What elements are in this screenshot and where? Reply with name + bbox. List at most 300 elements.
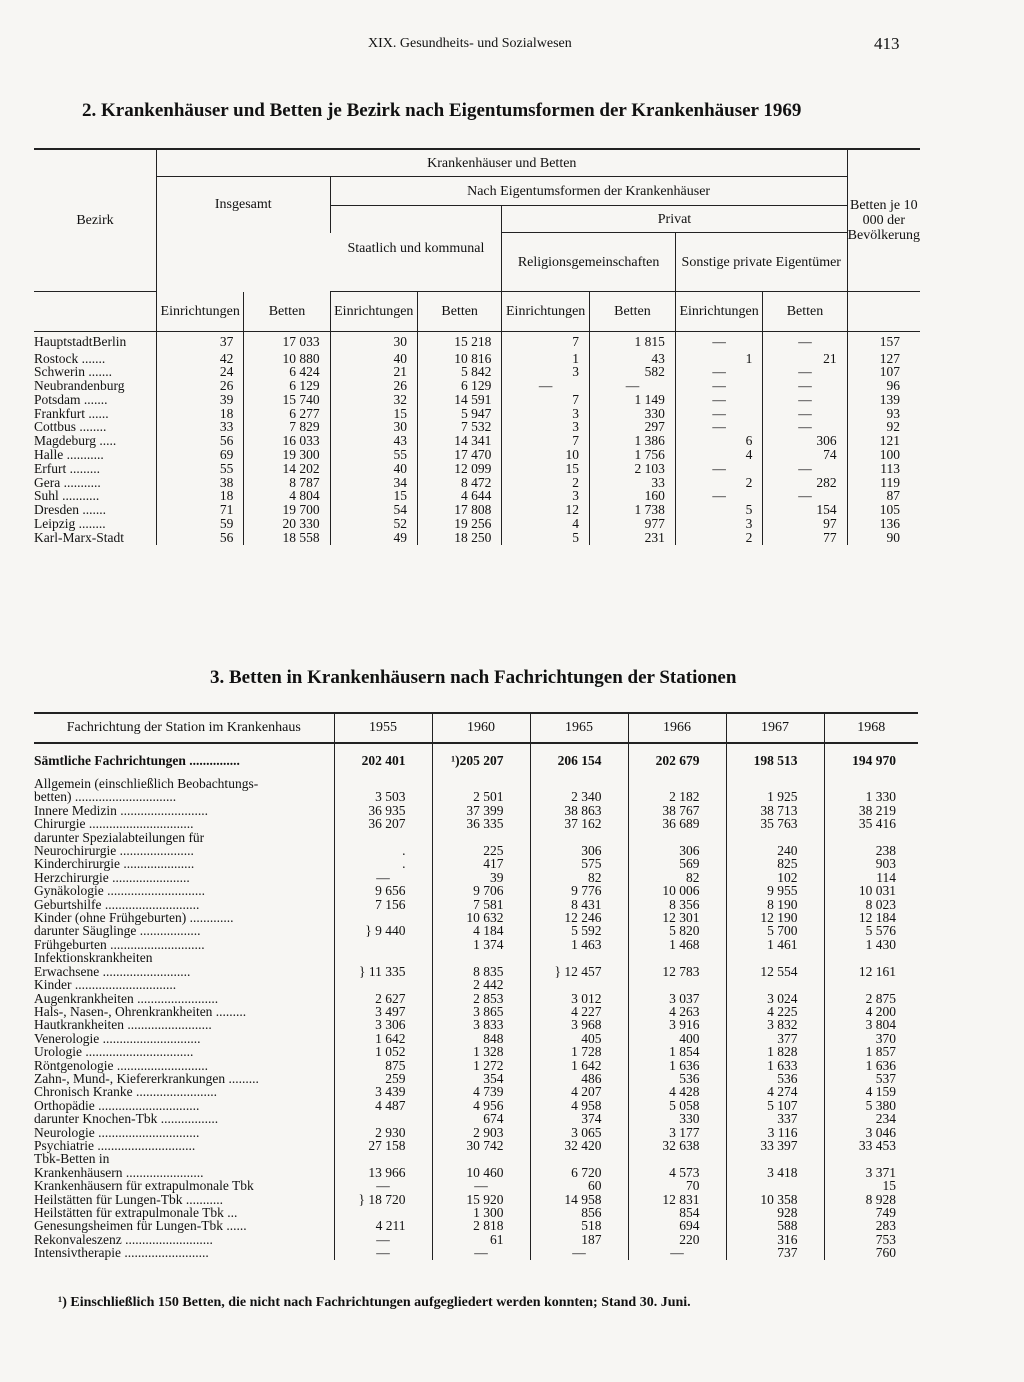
table-row xyxy=(34,1152,918,1165)
table-cell: 17 470 xyxy=(418,448,502,462)
table-cell: 283 xyxy=(875,1218,896,1234)
row-label: Schwerin ....... xyxy=(34,365,156,379)
table-row xyxy=(34,743,918,777)
table-cell: 1 461 xyxy=(726,938,824,951)
table-row xyxy=(34,1072,918,1085)
table-cell: 8 023 xyxy=(865,896,896,912)
sub-einr: Einrichtungen xyxy=(330,292,417,332)
table-cell: 32 420 xyxy=(530,1139,628,1152)
table-cell: 10 031 xyxy=(858,883,896,899)
table-cell: 2 930 xyxy=(334,1126,432,1139)
table-cell: 38 219 xyxy=(858,802,896,818)
table-cell: 1 756 xyxy=(590,448,676,462)
col-religion: Religionsgemeinschaften xyxy=(502,233,676,292)
table-cell xyxy=(334,978,432,991)
row-label: Urologie ................................ xyxy=(34,1045,334,1058)
table-row xyxy=(34,1059,918,1072)
table-cell: 405 xyxy=(530,1032,628,1045)
table-cell: 3 418 xyxy=(726,1166,824,1179)
table-cell: } 11 335 xyxy=(334,965,432,978)
table-cell xyxy=(530,978,628,991)
table-cell: 3 xyxy=(502,489,590,503)
footnote: ¹) Einschließlich 150 Betten, die nicht nach Fachrichtungen aufgegliedert werden konnten; Stand 30. Juni. xyxy=(58,1295,691,1310)
table-row xyxy=(34,938,918,951)
table2-title: 2. Krankenhäuser und Betten je Bezirk nach Eigentumsformen der Krankenhäuser 1969 xyxy=(82,100,802,121)
table-cell xyxy=(334,1206,432,1219)
table-cell xyxy=(334,938,432,951)
table-cell: 3 306 xyxy=(334,1018,432,1031)
table-cell: 202 401 xyxy=(334,743,432,777)
table-row xyxy=(34,1045,918,1058)
table-cell: 19 256 xyxy=(418,517,502,531)
table-cell xyxy=(530,1152,628,1165)
table-cell: 12 831 xyxy=(628,1193,726,1206)
row-label: Kinder (ohne Frühgeburten) ............. xyxy=(34,911,334,924)
table-cell xyxy=(628,951,726,964)
sub-betten: Betten xyxy=(418,292,502,332)
table-cell: 220 xyxy=(628,1233,726,1246)
table-row xyxy=(34,1112,918,1125)
row-label: Hautkrankheiten ......................... xyxy=(34,1018,334,1031)
table3-title: 3. Betten in Krankenhäusern nach Fachrichtungen der Stationen xyxy=(210,667,737,688)
table-cell: 5 xyxy=(675,503,762,517)
table-cell: 848 xyxy=(432,1032,530,1045)
table-cell: — xyxy=(763,365,847,379)
table-cell: 82 xyxy=(628,871,726,884)
bezirk-sub-spacer xyxy=(34,292,156,332)
table-row xyxy=(34,1126,918,1139)
table-cell: 6 129 xyxy=(244,379,330,393)
table-cell: 760 xyxy=(875,1245,896,1261)
table-cell: 4 958 xyxy=(530,1099,628,1112)
table-cell: 737 xyxy=(726,1246,824,1259)
table-cell: 3 177 xyxy=(628,1126,726,1139)
table-row xyxy=(34,1099,918,1112)
row-label: Neubrandenburg xyxy=(34,379,156,393)
table-cell: 7 829 xyxy=(244,420,330,434)
table-cell: — xyxy=(334,1179,432,1192)
table-cell: 14 958 xyxy=(530,1193,628,1206)
table-cell: 3 065 xyxy=(530,1126,628,1139)
table-cell: 16 033 xyxy=(244,434,330,448)
table-cell: 10 880 xyxy=(244,352,330,366)
table-cell: 875 xyxy=(334,1059,432,1072)
row-label: Geburtshilfe ............................ xyxy=(34,898,334,911)
table-cell: 2 818 xyxy=(432,1219,530,1232)
row-label: Hals-, Nasen-, Ohrenkrankheiten ......... xyxy=(34,1005,334,1018)
table-cell: 1 052 xyxy=(334,1045,432,1058)
table-cell: — xyxy=(334,1233,432,1246)
table-cell: 3 832 xyxy=(726,1018,824,1031)
page-header xyxy=(0,32,1024,56)
table-row xyxy=(34,1193,918,1206)
table-cell: 39 xyxy=(156,393,243,407)
table-cell: 354 xyxy=(432,1072,530,1085)
table-row xyxy=(34,448,920,462)
row-label: Neurochirurgie ...................... xyxy=(34,844,334,857)
table-cell: 1 828 xyxy=(726,1045,824,1058)
table-cell: 2 xyxy=(502,476,590,490)
table-cell: 825 xyxy=(726,857,824,870)
table-cell: 1 925 xyxy=(726,790,824,803)
table-cell: 160 xyxy=(590,489,676,503)
table-cell: 3 037 xyxy=(628,992,726,1005)
table-cell: 2 xyxy=(675,476,762,490)
table-cell xyxy=(334,1152,432,1165)
table-cell: 194 970 xyxy=(852,752,896,768)
table2-body xyxy=(34,332,920,545)
table-cell xyxy=(432,951,530,964)
table-cell: 92 xyxy=(886,419,900,435)
row-label: Infektionskrankheiten xyxy=(34,951,334,964)
table-cell: 18 xyxy=(156,407,243,421)
table-cell: 1 463 xyxy=(530,938,628,951)
table-cell: 1 636 xyxy=(628,1059,726,1072)
table-cell: 56 xyxy=(156,531,243,545)
table-cell: 198 513 xyxy=(726,743,824,777)
row-label: Frankfurt ...... xyxy=(34,407,156,421)
table-cell: 3 916 xyxy=(628,1018,726,1031)
table-row xyxy=(34,1246,918,1259)
col-year: 1960 xyxy=(432,713,530,743)
sub-betten: Betten xyxy=(244,292,330,332)
table-cell: 32 xyxy=(330,393,417,407)
table-cell: 7 532 xyxy=(418,420,502,434)
table-cell: 24 xyxy=(156,365,243,379)
table-cell: 127 xyxy=(879,350,900,366)
table-cell: 14 591 xyxy=(418,393,502,407)
table-cell: 12 xyxy=(502,503,590,517)
table-cell: 15 xyxy=(330,489,417,503)
table-cell: 5 820 xyxy=(628,924,726,937)
table-cell: 4 956 xyxy=(432,1099,530,1112)
table-cell: 97 xyxy=(763,517,847,531)
table-cell: 121 xyxy=(879,433,900,449)
sub-einr: Einrichtungen xyxy=(156,292,243,332)
col-fachrichtung: Fachrichtung der Station im Krankenhaus xyxy=(34,713,334,743)
table-cell: 6 720 xyxy=(530,1166,628,1179)
table-cell xyxy=(824,831,918,844)
table-cell: 14 202 xyxy=(244,462,330,476)
table-cell: 4 428 xyxy=(628,1085,726,1098)
col-bezirk: Bezirk xyxy=(34,149,156,292)
row-label: Orthopädie .............................. xyxy=(34,1099,334,1112)
row-label: Krankenhäusern für extrapulmonale Tbk xyxy=(34,1179,334,1192)
row-label: Leipzig ........ xyxy=(34,517,156,531)
table-cell: 377 xyxy=(726,1032,824,1045)
table-cell: 10 358 xyxy=(726,1193,824,1206)
table-cell: 8 472 xyxy=(418,476,502,490)
table-cell: 60 xyxy=(530,1179,628,1192)
table-cell: — xyxy=(675,420,762,434)
table-row xyxy=(34,1206,918,1219)
table-row xyxy=(34,978,918,991)
table-cell: 154 xyxy=(763,503,847,517)
row-label: Chronisch Kranke ........................ xyxy=(34,1085,334,1098)
table-row xyxy=(34,407,920,421)
table-cell: 71 xyxy=(156,503,243,517)
table-cell: 38 767 xyxy=(628,804,726,817)
table-cell: 1 815 xyxy=(590,332,676,352)
row-label: HauptstadtBerlin xyxy=(34,332,156,352)
table-cell: — xyxy=(763,462,847,476)
table-cell: 4 487 xyxy=(334,1099,432,1112)
table-cell: — xyxy=(675,489,762,503)
table-cell: 282 xyxy=(763,476,847,490)
col-year: 1966 xyxy=(628,713,726,743)
col-insgesamt: Insgesamt xyxy=(156,177,330,233)
table-cell: 2 182 xyxy=(628,790,726,803)
table-cell: 4 211 xyxy=(334,1219,432,1232)
table-cell: 588 xyxy=(726,1219,824,1232)
table-cell: 231 xyxy=(590,531,676,545)
table-cell: 4 xyxy=(675,448,762,462)
table-cell: 20 330 xyxy=(244,517,330,531)
table-cell: 337 xyxy=(726,1112,824,1125)
table-cell: 10 460 xyxy=(432,1166,530,1179)
table-cell: 19 700 xyxy=(244,503,330,517)
table-cell: 6 424 xyxy=(244,365,330,379)
table-cell: 21 xyxy=(763,352,847,366)
table-cell: 4 263 xyxy=(628,1005,726,1018)
table-cell xyxy=(824,978,918,991)
table-cell: 82 xyxy=(530,871,628,884)
table-cell: — xyxy=(334,1246,432,1259)
page-number: 413 xyxy=(874,34,900,53)
table-cell: 10 xyxy=(502,448,590,462)
table-cell: 4 xyxy=(502,517,590,531)
table-cell: 2 501 xyxy=(432,790,530,803)
table-cell: 136 xyxy=(879,516,900,532)
table-cell: 3 024 xyxy=(726,992,824,1005)
table-row xyxy=(34,393,920,407)
row-label: Heilstätten für Lungen-Tbk ........... xyxy=(34,1193,334,1206)
row-label: Venerologie ............................. xyxy=(34,1032,334,1045)
table-row xyxy=(34,476,920,490)
running-title: XIX. Gesundheits- und Sozialwesen xyxy=(368,36,572,51)
table-cell: 18 558 xyxy=(244,531,330,545)
table-cell xyxy=(628,831,726,844)
table-cell: 7 xyxy=(502,393,590,407)
table-cell: 12 190 xyxy=(726,911,824,924)
table-cell: 8 835 xyxy=(432,965,530,978)
table-cell: 3 012 xyxy=(530,992,628,1005)
table-cell: 7 xyxy=(502,434,590,448)
table-cell: — xyxy=(530,1246,628,1259)
col-year: 1965 xyxy=(530,713,628,743)
table-cell: 694 xyxy=(628,1219,726,1232)
table-cell: — xyxy=(628,1246,726,1259)
table-row xyxy=(34,790,918,803)
table-cell: 37 162 xyxy=(530,817,628,830)
table-cell: 12 783 xyxy=(628,965,726,978)
table-cell: 187 xyxy=(530,1233,628,1246)
table-cell: 259 xyxy=(334,1072,432,1085)
row-label: Zahn-, Mund-, Kiefererkrankungen ......... xyxy=(34,1072,334,1085)
table-cell: 74 xyxy=(763,448,847,462)
table-row xyxy=(34,489,920,503)
table-cell: 55 xyxy=(330,448,417,462)
table-cell: 1 468 xyxy=(628,938,726,951)
table-row xyxy=(34,804,918,817)
table-cell: 753 xyxy=(875,1231,896,1247)
table-cell: 1 857 xyxy=(865,1044,896,1060)
table-cell: 4 274 xyxy=(726,1085,824,1098)
table-cell: 30 xyxy=(330,332,417,352)
table-cell xyxy=(726,951,824,964)
table-cell: 306 xyxy=(763,434,847,448)
table-cell: 4 644 xyxy=(418,489,502,503)
table-cell: 3 497 xyxy=(334,1005,432,1018)
table-row xyxy=(34,1032,918,1045)
table-cell: — xyxy=(675,407,762,421)
table-cell: 2 627 xyxy=(334,992,432,1005)
table-cell: 3 xyxy=(502,407,590,421)
table-cell: 55 xyxy=(156,462,243,476)
table-cell: — xyxy=(432,1246,530,1259)
table-cell: 536 xyxy=(628,1072,726,1085)
table-cell xyxy=(726,777,824,790)
table-cell xyxy=(334,911,432,924)
table3-body xyxy=(34,743,918,1260)
sub-betten: Betten xyxy=(590,292,676,332)
table-cell: 306 xyxy=(530,844,628,857)
table-cell: 1 149 xyxy=(590,393,676,407)
table-cell: 40 xyxy=(330,462,417,476)
table-cell: 5 xyxy=(502,531,590,545)
table-cell: 15 xyxy=(330,407,417,421)
table-row xyxy=(34,365,920,379)
table-cell xyxy=(334,777,432,790)
table-cell: 35 763 xyxy=(726,817,824,830)
table-row xyxy=(34,951,918,964)
row-label: Genesungsheimen für Lungen-Tbk ...... xyxy=(34,1219,334,1232)
table-cell: — xyxy=(334,871,432,884)
table-cell: 114 xyxy=(876,869,896,885)
table-cell: 518 xyxy=(530,1219,628,1232)
table-cell: 1 xyxy=(675,352,762,366)
table-cell: 30 xyxy=(330,420,417,434)
table-cell: 1 728 xyxy=(530,1045,628,1058)
table-cell: 26 xyxy=(330,379,417,393)
table-cell: 1 272 xyxy=(432,1059,530,1072)
table-row xyxy=(34,911,918,924)
table-cell: 1 386 xyxy=(590,434,676,448)
table-row xyxy=(34,1179,918,1192)
row-label: darunter Knochen-Tbk ................. xyxy=(34,1112,334,1125)
table-cell: 32 638 xyxy=(628,1139,726,1152)
sub-betten: Betten xyxy=(763,292,847,332)
table-cell: 5 842 xyxy=(418,365,502,379)
table-cell: 90 xyxy=(886,529,900,545)
table-cell xyxy=(530,831,628,844)
table-cell xyxy=(432,831,530,844)
table-cell: 749 xyxy=(875,1205,896,1220)
table-row xyxy=(34,517,920,531)
table-cell: 1 374 xyxy=(432,938,530,951)
row-label: Erwachsene .......................... xyxy=(34,965,334,978)
table-cell: 36 335 xyxy=(432,817,530,830)
table-row xyxy=(34,352,920,366)
row-label: Neurologie .............................. xyxy=(34,1126,334,1139)
table-cell: — xyxy=(763,420,847,434)
table-cell: 15 920 xyxy=(432,1193,530,1206)
table-cell: — xyxy=(675,379,762,393)
table-cell: — xyxy=(763,407,847,421)
table-cell: — xyxy=(675,462,762,476)
table-cell: 9 706 xyxy=(432,884,530,897)
table-cell: 486 xyxy=(530,1072,628,1085)
table-cell: 15 740 xyxy=(244,393,330,407)
table-cell: 3 116 xyxy=(726,1126,824,1139)
table-cell: 575 xyxy=(530,857,628,870)
table-row xyxy=(34,831,918,844)
table-cell: 61 xyxy=(432,1233,530,1246)
table-cell xyxy=(530,951,628,964)
table-cell: 102 xyxy=(726,871,824,884)
table-cell xyxy=(726,831,824,844)
table-cell: 10 816 xyxy=(418,352,502,366)
table-cell: 100 xyxy=(879,447,900,463)
table-cell xyxy=(824,951,918,964)
table-cell: 42 xyxy=(156,352,243,366)
table-row xyxy=(34,817,918,830)
table-cell: 3 xyxy=(502,420,590,434)
table-cell: 536 xyxy=(726,1072,824,1085)
table-cell: 370 xyxy=(875,1030,896,1046)
table-cell: 582 xyxy=(590,365,676,379)
table-cell: 6 129 xyxy=(418,379,502,393)
table-cell: 928 xyxy=(726,1206,824,1219)
col-krankenhaeuser-betten: Krankenhäuser und Betten xyxy=(156,149,847,177)
table-cell xyxy=(530,777,628,790)
table-cell xyxy=(628,1152,726,1165)
table-cell: 105 xyxy=(879,502,900,518)
table-cell xyxy=(432,777,530,790)
table-cell: 38 713 xyxy=(726,804,824,817)
table-cell: 8 928 xyxy=(865,1191,896,1207)
row-label: Sämtliche Fachrichtungen ............... xyxy=(34,743,334,777)
table-cell: 36 935 xyxy=(334,804,432,817)
table-cell: 2 875 xyxy=(865,990,896,1006)
table-cell: 5 700 xyxy=(726,924,824,937)
table-cell: 70 xyxy=(628,1179,726,1192)
table-row xyxy=(34,1005,918,1018)
table-cell: 36 207 xyxy=(334,817,432,830)
row-label: Herzchirurgie ....................... xyxy=(34,871,334,884)
table-cell: 4 573 xyxy=(628,1166,726,1179)
table-cell: 4 739 xyxy=(432,1085,530,1098)
table-cell: 1 642 xyxy=(530,1059,628,1072)
table-cell: — xyxy=(763,379,847,393)
table-cell: } 9 440 xyxy=(334,924,432,937)
sub-einr: Einrichtungen xyxy=(502,292,590,332)
table-cell: 27 158 xyxy=(334,1139,432,1152)
table-cell xyxy=(334,951,432,964)
table-cell: 56 xyxy=(156,434,243,448)
table-cell: 17 033 xyxy=(244,332,330,352)
table-cell: 8 356 xyxy=(628,898,726,911)
table-cell: — xyxy=(763,489,847,503)
row-label: Dresden ....... xyxy=(34,503,156,517)
table-cell: 1 430 xyxy=(865,936,896,952)
table-row xyxy=(34,503,920,517)
table-cell xyxy=(726,1179,824,1192)
table-cell: 1 854 xyxy=(628,1045,726,1058)
table-cell: 38 863 xyxy=(530,804,628,817)
table-cell: 3 xyxy=(675,517,762,531)
table-cell: 4 207 xyxy=(530,1085,628,1098)
